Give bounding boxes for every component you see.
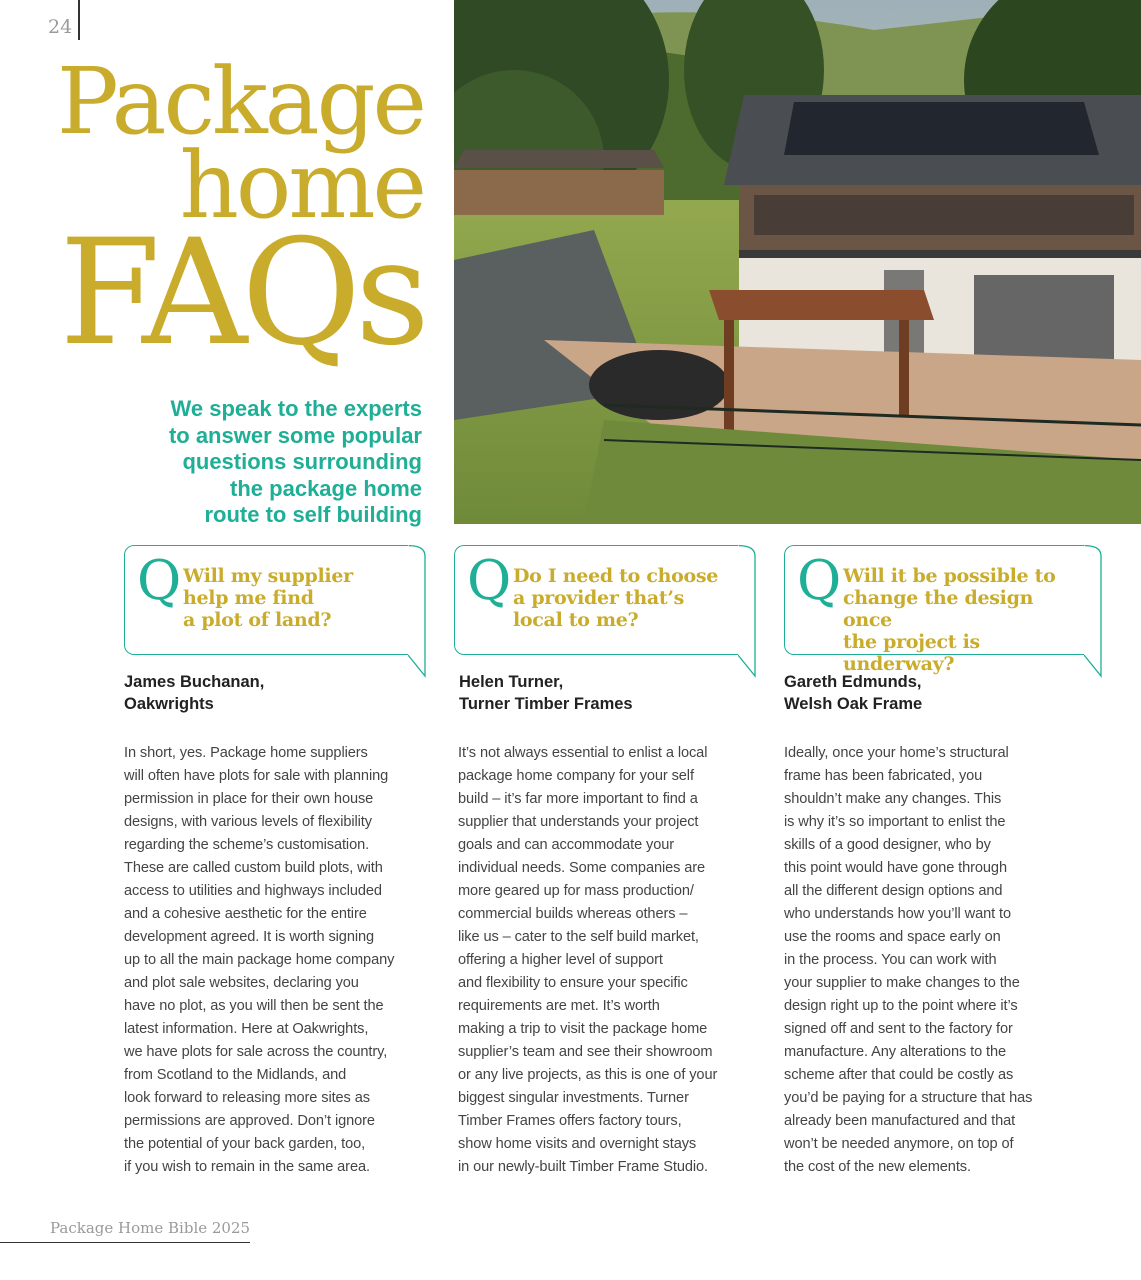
body-line: shouldn’t make any changes. This xyxy=(784,791,1002,807)
question-box-1 xyxy=(124,545,408,655)
subtitle-line: to answer some popular xyxy=(168,422,422,448)
subtitle-line: route to self building xyxy=(204,502,422,527)
body-line: designs, with various levels of flexibility xyxy=(124,814,372,830)
speech-tail-icon xyxy=(738,545,758,679)
body-line: regarding the scheme’s customisation. xyxy=(124,837,370,853)
question-box-3 xyxy=(784,545,1084,675)
body-line: Timber Frames offers factory tours, xyxy=(458,1113,682,1129)
question-text xyxy=(183,565,394,631)
body-line: look forward to releasing more sites as xyxy=(124,1090,370,1106)
body-line: all the different design options and xyxy=(784,883,1003,899)
answerer-line: Turner Timber Frames xyxy=(459,695,633,713)
subtitle-line: the package home xyxy=(230,475,422,501)
subtitle xyxy=(120,396,422,529)
body-line: won’t be needed anymore, on top of xyxy=(784,1136,1014,1152)
question-text xyxy=(513,565,724,631)
body-line: show home visits and overnight stays xyxy=(458,1136,697,1152)
body-line: in our newly-built Timber Frame Studio. xyxy=(458,1159,708,1175)
body-line: making a trip to visit the package home xyxy=(458,1021,708,1037)
body-line: if you wish to remain in the same area. xyxy=(124,1159,370,1175)
body-line: offering a higher level of support xyxy=(458,952,663,968)
body-line: like us – cater to the self build market, xyxy=(458,929,699,945)
question-line: local to me? xyxy=(513,609,639,631)
title-line-1: Package xyxy=(56,48,424,155)
body-line: package home company for your self xyxy=(458,768,694,784)
body-line: build – it’s far more important to find a xyxy=(458,791,698,807)
question-line: help me find xyxy=(183,587,314,609)
title-line-2: home xyxy=(179,132,424,239)
question-line: the project is underway? xyxy=(843,631,980,675)
body-line: skills of a good designer, who by xyxy=(784,837,991,853)
body-line: Ideally, once your home’s structural xyxy=(784,745,1009,761)
body-line: is why it’s so important to enlist the xyxy=(784,814,1006,830)
footer-publication: Package Home Bible 2025 xyxy=(50,1219,251,1237)
body-line: development agreed. It is worth signing xyxy=(124,929,375,945)
question-line: Do I need to choose xyxy=(513,565,719,587)
speech-tail-icon xyxy=(408,545,428,679)
house-photo-icon xyxy=(454,0,1141,524)
body-line: your supplier to make changes to the xyxy=(784,975,1020,991)
body-line: It’s not always essential to enlist a local xyxy=(458,745,708,761)
body-line: or any live projects, as this is one of your xyxy=(458,1067,718,1083)
answer-body xyxy=(784,742,1032,1179)
body-line: biggest singular investments. Turner xyxy=(458,1090,689,1106)
body-line: and plot sale websites, declaring you xyxy=(124,975,359,991)
body-line: have no plot, as you will then be sent the xyxy=(124,998,384,1014)
body-line: permissions are approved. Don’t ignore xyxy=(124,1113,375,1129)
answerer-name xyxy=(459,671,633,715)
answerer-line: Oakwrights xyxy=(124,695,214,713)
body-line: signed off and sent to the factory for xyxy=(784,1021,1013,1037)
q-letter: Q xyxy=(797,549,842,612)
body-line: These are called custom build plots, with xyxy=(124,860,383,876)
answerer-name xyxy=(784,671,922,715)
body-line: we have plots for sale across the country, xyxy=(124,1044,388,1060)
body-line: you’d be paying for a structure that has xyxy=(784,1090,1033,1106)
body-line: commercial builds whereas others – xyxy=(458,906,688,922)
body-line: frame has been fabricated, you xyxy=(784,768,983,784)
body-line: up to all the main package home company xyxy=(124,952,395,968)
q-letter: Q xyxy=(137,549,182,612)
question-line: Will it be possible to xyxy=(843,565,1056,587)
body-line: goals and can accommodate your xyxy=(458,837,675,853)
body-line: supplier’s team and see their showroom xyxy=(458,1044,713,1060)
question-line: change the design once xyxy=(843,587,1034,631)
body-line: scheme after that could be costly as xyxy=(784,1067,1014,1083)
body-line: who understands how you’ll want to xyxy=(784,906,1011,922)
body-line: more geared up for mass production/ xyxy=(458,883,694,899)
subtitle-line: We speak to the experts xyxy=(170,396,422,421)
question-line: a plot of land? xyxy=(183,609,332,631)
body-line: and flexibility to ensure your specific xyxy=(458,975,688,991)
body-line: latest information. Here at Oakwrights, xyxy=(124,1021,369,1037)
body-line: manufacture. Any alterations to the xyxy=(784,1044,1007,1060)
page-number: 24 xyxy=(48,16,73,38)
body-line: requirements are met. It’s worth xyxy=(458,998,660,1014)
speech-tail-icon xyxy=(1084,545,1104,679)
question-text xyxy=(843,565,1070,675)
body-line: design right up to the point where it’s xyxy=(784,998,1018,1014)
body-line: permission in place for their own house xyxy=(124,791,374,807)
body-line: individual needs. Some companies are xyxy=(458,860,706,876)
page-number-rule xyxy=(78,0,80,40)
question-line: a provider that’s xyxy=(513,587,685,609)
question-box-2 xyxy=(454,545,738,655)
body-line: will often have plots for sale with planning xyxy=(124,768,389,784)
body-line: the cost of the new elements. xyxy=(784,1159,971,1175)
body-line: from Scotland to the Midlands, and xyxy=(124,1067,347,1083)
answer-body xyxy=(124,742,394,1179)
title-line-3: FAQs xyxy=(59,208,424,378)
answerer-line: Gareth Edmunds, xyxy=(784,673,922,691)
body-line: already been manufactured and that xyxy=(784,1113,1016,1129)
house-photo xyxy=(454,0,1141,524)
footer-rule xyxy=(0,1242,250,1243)
subtitle-line: questions surrounding xyxy=(182,449,422,474)
answerer-line: James Buchanan, xyxy=(124,673,265,691)
answerer-line: Helen Turner, xyxy=(459,673,564,691)
body-line: the potential of your back garden, too, xyxy=(124,1136,366,1152)
body-line: supplier that understands your project xyxy=(458,814,699,830)
body-line: use the rooms and space early on xyxy=(784,929,1001,945)
answerer-line: Welsh Oak Frame xyxy=(784,695,923,713)
body-line: In short, yes. Package home suppliers xyxy=(124,745,368,761)
body-line: in the process. You can work with xyxy=(784,952,997,968)
body-line: access to utilities and highways included xyxy=(124,883,382,899)
body-line: and a cohesive aesthetic for the entire xyxy=(124,906,367,922)
page-title xyxy=(40,48,424,378)
answer-body xyxy=(458,742,717,1179)
question-line: Will my supplier xyxy=(183,565,353,587)
answerer-name xyxy=(124,671,264,715)
body-line: this point would have gone through xyxy=(784,860,1007,876)
q-letter: Q xyxy=(467,549,512,612)
